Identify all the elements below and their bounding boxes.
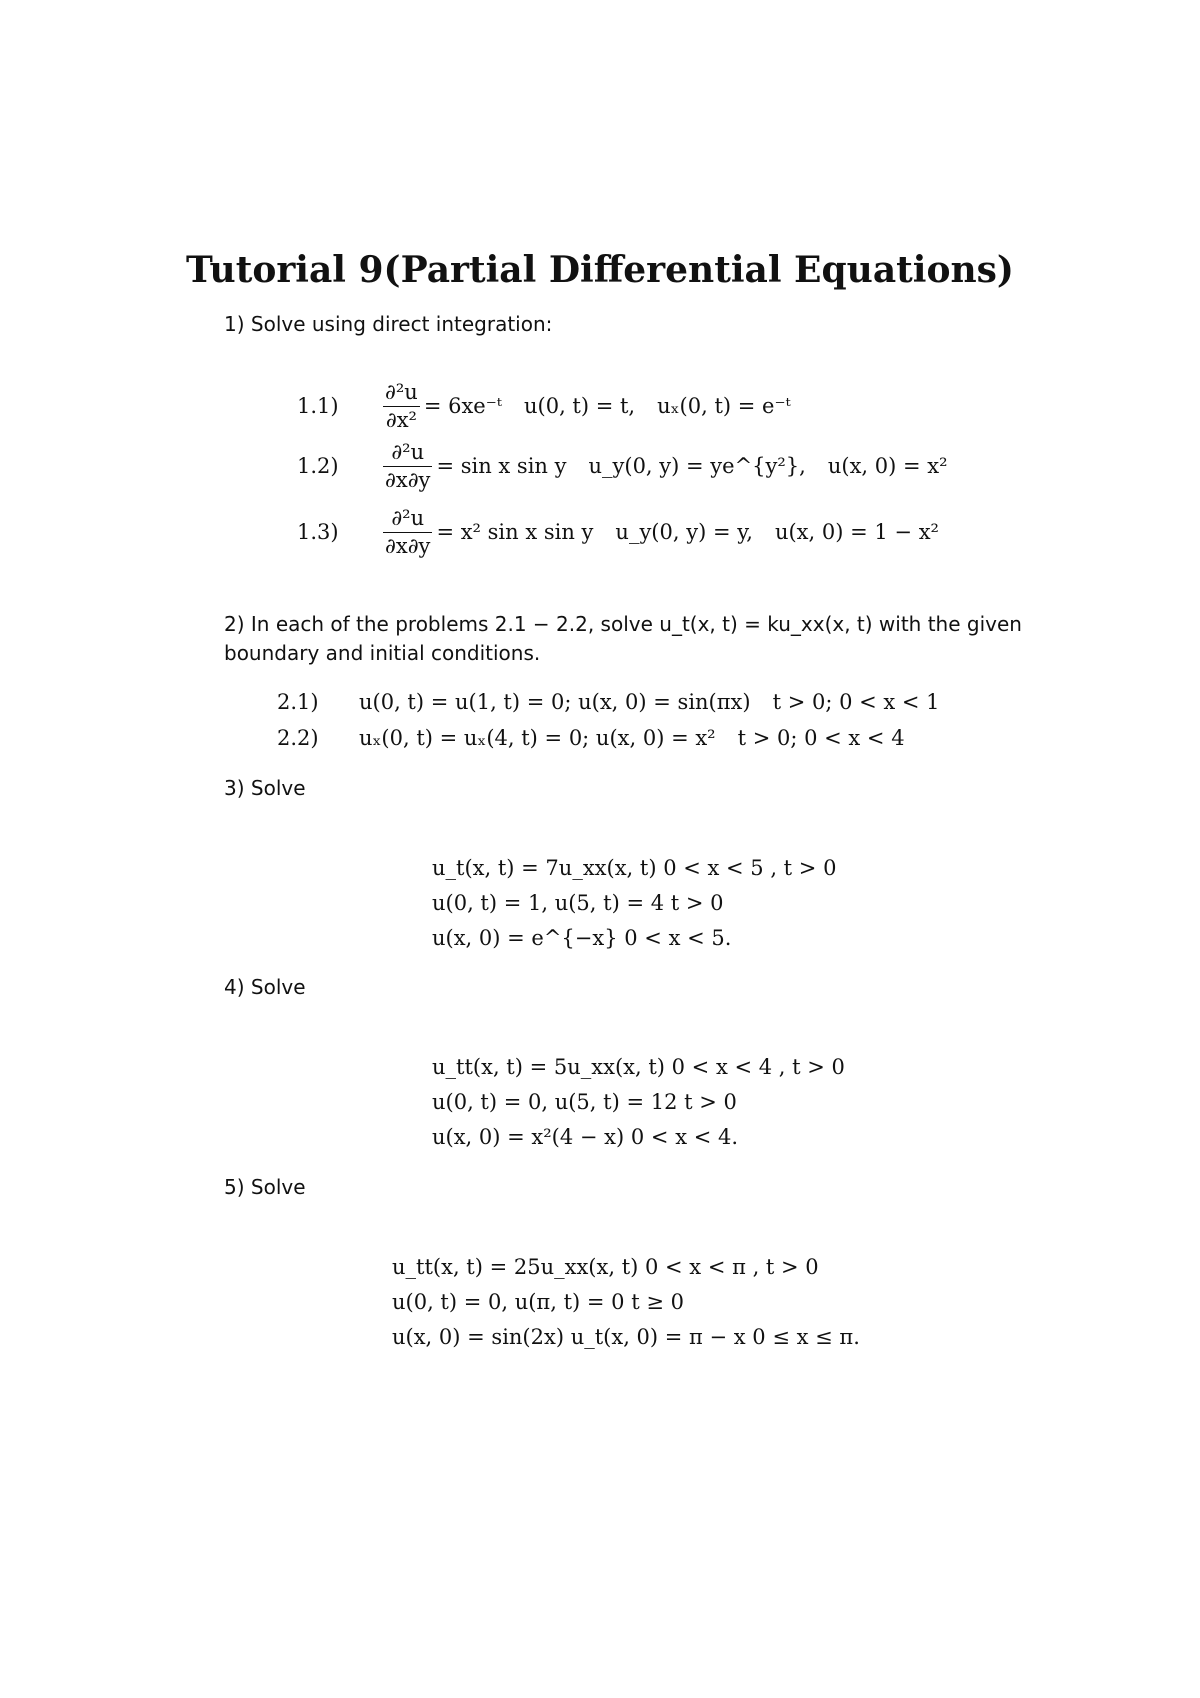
- page-title: Tutorial 9(Partial Differential Equations): [186, 249, 1014, 291]
- q1-item-2-label: 1.2): [297, 454, 339, 478]
- q1-item-3-denominator: ∂x∂y: [385, 534, 431, 558]
- q4-heading: 4) Solve: [224, 975, 306, 999]
- q1-item-1: [297, 382, 791, 431]
- q1-item-3-condition-2: u(x, 0) = 1 − x²: [774, 520, 939, 544]
- q1-item-3-numerator: ∂²u: [391, 506, 425, 530]
- q3-line-1: u_t(x, t) = 7u_xx(x, t) 0 < x < 5 , t > 0: [432, 856, 837, 880]
- q2-item-1-equation: u(0, t) = u(1, t) = 0; u(x, 0) = sin(πx): [359, 690, 751, 714]
- q1-item-2-condition-1: u_y(0, y) = ye^{y²},: [588, 454, 806, 478]
- q3-heading: 3) Solve: [224, 776, 306, 800]
- q4-line-2: u(0, t) = 0, u(5, t) = 12 t > 0: [432, 1090, 737, 1114]
- q5-line-2: u(0, t) = 0, u(π, t) = 0 t ≥ 0: [392, 1290, 684, 1314]
- q1-item-1-numerator: ∂²u: [385, 380, 418, 404]
- q2-item-2-condition: t > 0; 0 < x < 4: [737, 726, 905, 750]
- q1-item-2: [297, 442, 948, 491]
- q1-item-3-fraction: [383, 508, 432, 557]
- q2-item-1-label: 2.1): [277, 690, 319, 714]
- q1-item-3-rhs: = x² sin x sin y: [436, 520, 594, 544]
- q2-item-2: [277, 728, 905, 749]
- q4-line-1: u_tt(x, t) = 5u_xx(x, t) 0 < x < 4 , t > 0: [432, 1055, 845, 1079]
- q3-line-3: u(x, 0) = e^{−x} 0 < x < 5.: [432, 926, 732, 950]
- q3-line-2: u(0, t) = 1, u(5, t) = 4 t > 0: [432, 891, 724, 915]
- q2-item-1: [277, 692, 940, 713]
- q1-item-3-condition-1: u_y(0, y) = y,: [615, 520, 753, 544]
- q5-line-1: u_tt(x, t) = 25u_xx(x, t) 0 < x < π , t > 0: [392, 1255, 819, 1279]
- q1-item-3: [297, 508, 939, 557]
- q2-item-1-condition: t > 0; 0 < x < 1: [772, 690, 940, 714]
- q1-item-3-label: 1.3): [297, 520, 339, 544]
- q1-item-1-denominator: ∂x²: [385, 408, 417, 432]
- q2-heading-line-2: boundary and initial conditions.: [224, 641, 541, 665]
- q1-item-1-fraction: [383, 382, 420, 431]
- q1-item-2-fraction: [383, 442, 432, 491]
- q5-heading: 5) Solve: [224, 1175, 306, 1199]
- q4-line-3: u(x, 0) = x²(4 − x) 0 < x < 4.: [432, 1125, 739, 1149]
- q1-item-2-denominator: ∂x∂y: [385, 468, 431, 492]
- q1-item-1-rhs: = 6xe⁻ᵗ: [423, 394, 502, 418]
- q2-heading-line-1: 2) In each of the problems 2.1 − 2.2, solve u_t(x, t) = ku_xx(x, t) with the given: [224, 612, 1022, 636]
- q1-item-1-label: 1.1): [297, 394, 339, 418]
- q1-item-2-rhs: = sin x sin y: [436, 454, 567, 478]
- q5-line-3: u(x, 0) = sin(2x) u_t(x, 0) = π − x 0 ≤ x ≤ π.: [392, 1325, 860, 1349]
- q2-item-2-equation: uₓ(0, t) = uₓ(4, t) = 0; u(x, 0) = x²: [359, 726, 716, 750]
- q1-item-2-numerator: ∂²u: [391, 440, 425, 464]
- q2-item-2-label: 2.2): [277, 726, 319, 750]
- q1-heading: 1) Solve using direct integration:: [224, 312, 553, 336]
- q1-item-2-condition-2: u(x, 0) = x²: [827, 454, 948, 478]
- q1-item-1-condition-2: uₓ(0, t) = e⁻ᵗ: [657, 394, 791, 418]
- q1-item-1-condition-1: u(0, t) = t,: [523, 394, 636, 418]
